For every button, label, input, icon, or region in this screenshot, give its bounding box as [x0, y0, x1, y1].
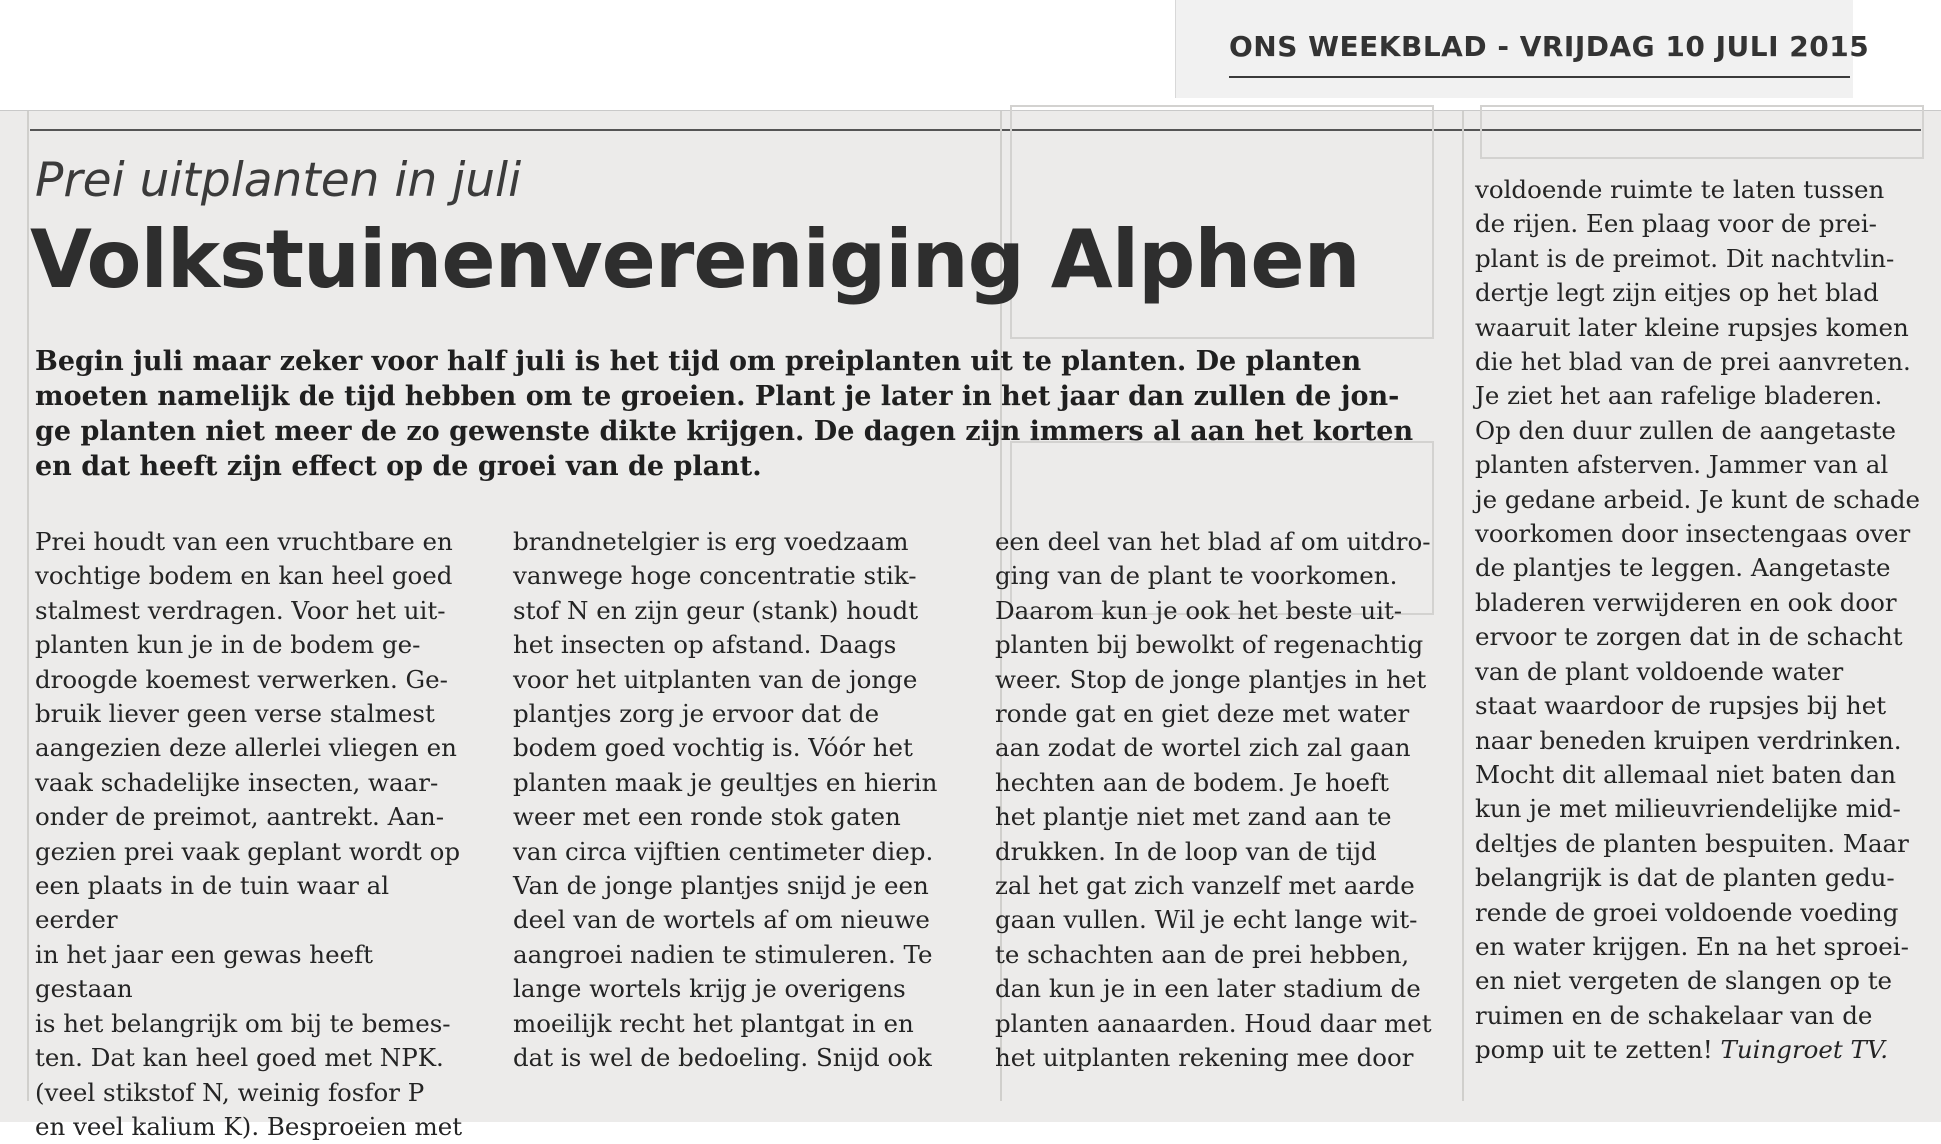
- newspaper-clipping: [0, 110, 1941, 1141]
- byline: Tuingroet TV.: [1720, 1035, 1889, 1065]
- article-lead: Begin juli maar zeker voor half juli is het tijd om preiplanten uit te planten. De planten moeten namelijk de tijd hebben om te groeien. Plant je later in het jaar dan zullen de jon- ge planten niet meer de zo gewenste dikte krijgen. De dagen zijn immers al aan het korten en dat heeft zijn effect op de groei van de plant.: [35, 346, 1414, 482]
- body-column-2: brandnetelgier is erg voedzaam vanwege hoge concentratie stik- stof N en zijn geur (stank) houdt het insecten op afstand. Daags voor het uitplanten van de jonge plantjes zorg je ervoor dat de bodem goed vochtig is. Vóór het planten maak je geultjes en hierin weer met een ronde stok gaten van circa vijftien centimeter diep. Van de jonge plantjes snijd je een deel van de wortels af om nieuwe aangroei nadien te stimuleren. Te lange wortels krijg je overigens moeilijk recht het plantgat in en dat is wel de bedoeling. Snijd ook: [513, 527, 938, 1073]
- masthead-text: ONS WEEKBLAD - VRIJDAG 10 JULI 2015: [1229, 30, 1870, 63]
- masthead-rule: [1229, 76, 1850, 78]
- body-column-3: een deel van het blad af om uitdro- ging van de plant te voorkomen. Daarom kun je ook het beste uit- planten bij bewolkt of regenachtig weer. Stop de jonge plantjes in het ronde gat en giet deze met water aan zodat de wortel zich zal gaan hechten aan de bodem. Je hoeft het plantje niet met zand aan te drukken. In de loop van de tijd zal het gat zich vanzelf met aarde gaan vullen. Wil je echt lange wit- te schachten aan de prei hebben, dan kun je in een later stadium de planten aanaarden. Houd daar met het uitplanten rekening mee door: [995, 527, 1432, 1073]
- body-column-4-text: voldoende ruimte te laten tussen de rijen. Een plaag voor de prei- plant is de preimot. Dit nachtvlin- dertje legt zijn eitjes op het blad waaruit later kleine rupsjes komen die het blad van de prei aanvreten. Je ziet het aan rafelige bladeren. Op den duur zullen de aangetaste planten afsterven. Jammer van al je gedane arbeid. Je kunt de schade voorkomen door insectengaas over de plantjes te leggen. Aangetaste bladeren verwijderen en ook door ervoor te zorgen dat in de schacht van de plant voldoende water staat waardoor de rupsjes bij het naar beneden kruipen verdrinken. Mocht dit allemaal niet baten dan kun je met milieuvriendelijke mid- deltjes de planten bespuiten. Maar belangrijk is dat de planten gedu- rende de groei voldoende voeding en water krijgen. En na het sproei- en niet vergeten de slangen op te ruimen en de schakelaar van de pomp uit te zetten!: [1475, 175, 1920, 1065]
- show-through-rule: [1462, 111, 1464, 1101]
- body-column-4: [1475, 173, 1925, 1068]
- article-subtitle: Prei uitplanten in juli: [35, 153, 522, 208]
- masthead: [1175, 0, 1870, 98]
- show-through-rule: [27, 111, 29, 1101]
- article-headline: Volkstuinenvereniging Alphen: [30, 213, 1360, 306]
- body-column-1: Prei houdt van een vruchtbare en vochtige bodem en kan heel goed stalmest verdragen. Voor het uit- planten kun je in de bodem ge- droogde koemest verwerken. Ge- bruik liever geen verse stalmest aangezien deze allerlei vliegen en vaak schadelijke insecten, waar- onder de preimot, aantrekt. Aan- gezien prei vaak geplant wordt op een plaats in de tuin waar al eerder in het jaar een gewas heeft gestaan is het belangrijk om bij te bemes- ten. Dat kan heel goed met NPK. (veel stikstof N, weinig fosfor P en veel kalium K). Besproeien met: [35, 527, 463, 1141]
- show-through-box: [1480, 105, 1924, 159]
